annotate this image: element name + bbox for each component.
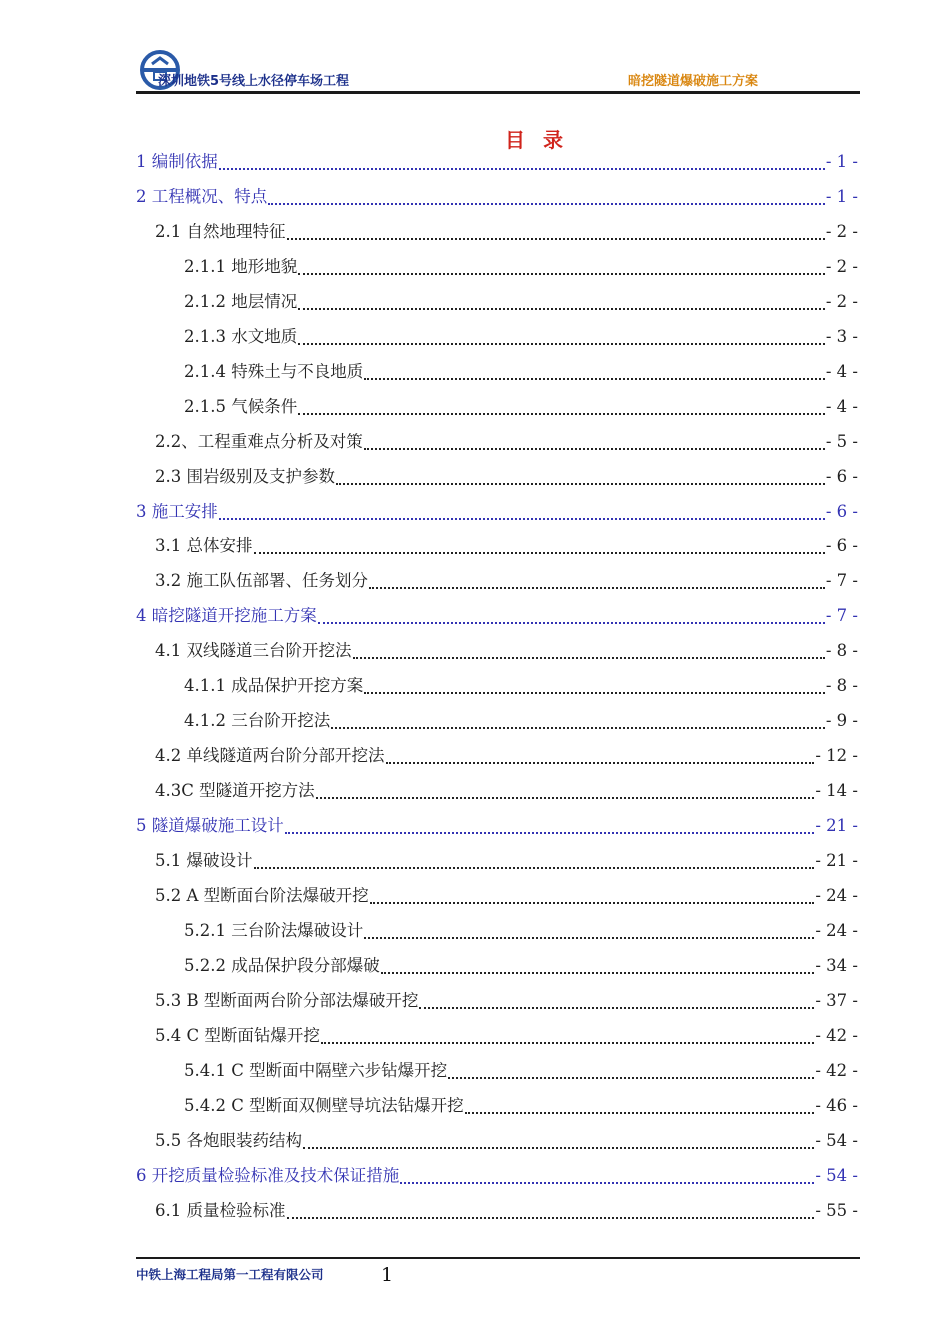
- toc-dot-leader: [386, 762, 815, 764]
- toc-entry[interactable]: [184, 915, 858, 947]
- toc-entry-page: - 54 -: [815, 1165, 858, 1185]
- toc-entry[interactable]: [184, 286, 858, 318]
- toc-dot-leader: [254, 867, 815, 869]
- toc-entry-label: 5.4.1 C 型断面中隔壁六步钻爆开挖: [184, 1060, 448, 1080]
- toc-entry[interactable]: [155, 565, 858, 597]
- toc-entry-label: 4.1.1 成品保护开挖方案: [184, 676, 364, 696]
- toc-entry-label: 5.2.1 三台阶法爆破设计: [184, 920, 364, 940]
- toc-entry-page: - 9 -: [825, 711, 858, 731]
- toc-entry[interactable]: [184, 391, 858, 423]
- toc-entry-label: 2.1.3 水文地质: [184, 326, 298, 346]
- toc-entry[interactable]: [136, 146, 858, 178]
- toc-dot-leader: [298, 343, 825, 345]
- toc-entry-label: 3.2 施工队伍部署、任务划分: [155, 571, 368, 591]
- toc-entry[interactable]: [155, 775, 858, 807]
- toc-entry-page: - 12 -: [815, 746, 858, 766]
- toc-dot-leader: [298, 413, 825, 415]
- toc-entry-label: 3 施工安排: [136, 501, 218, 521]
- toc-dot-leader: [318, 622, 825, 624]
- toc-entry-label: 6 开挖质量检验标准及技术保证措施: [136, 1165, 400, 1185]
- toc-entry-page: - 2 -: [825, 221, 858, 241]
- toc-entry[interactable]: [136, 496, 858, 528]
- toc-entry-page: - 24 -: [815, 885, 858, 905]
- toc-entry-page: - 8 -: [825, 641, 858, 661]
- toc-entry-label: 4.2 单线隧道两台阶分部开挖法: [155, 746, 385, 766]
- toc-dot-leader: [364, 378, 825, 380]
- toc-entry-page: - 7 -: [825, 606, 858, 626]
- toc-dot-leader: [448, 1077, 814, 1079]
- toc-entry-label: 2.2、工程重难点分析及对策: [155, 431, 363, 451]
- toc-dot-leader: [268, 203, 825, 205]
- toc-entry-label: 4.1 双线隧道三台阶开挖法: [155, 641, 352, 661]
- toc-entry-label: 2 工程概况、特点: [136, 186, 268, 206]
- toc-entry-page: - 42 -: [815, 1060, 858, 1080]
- toc-entry-label: 2.1 自然地理特征: [155, 221, 286, 241]
- toc-entry[interactable]: [184, 356, 858, 388]
- toc-entry-label: 6.1 质量检验标准: [155, 1200, 286, 1220]
- toc-dot-leader: [303, 1147, 814, 1149]
- toc-entry-page: - 3 -: [825, 326, 858, 346]
- toc-entry-label: 4 暗挖隧道开挖施工方案: [136, 606, 317, 626]
- toc-dot-leader: [254, 552, 825, 554]
- toc-entry-page: - 54 -: [815, 1130, 858, 1150]
- toc-entry-page: - 1 -: [825, 152, 858, 171]
- header-project-title: 深圳地铁5号线上水径停车场工程: [158, 74, 350, 89]
- toc-entry-page: - 34 -: [815, 955, 858, 975]
- toc-entry-label: 2.1.2 地层情况: [184, 291, 298, 311]
- toc-entry-page: - 4 -: [825, 361, 858, 381]
- toc-entry-page: - 46 -: [815, 1095, 858, 1115]
- toc-entry[interactable]: [136, 1160, 858, 1192]
- toc-entry[interactable]: [184, 705, 858, 737]
- toc-entry-label: 5 隧道爆破施工设计: [136, 816, 284, 836]
- toc-entry-page: - 6 -: [825, 501, 858, 521]
- toc-entry-page: - 24 -: [815, 920, 858, 940]
- toc-dot-leader: [298, 273, 825, 275]
- toc-entry-label: 5.4 C 型断面钻爆开挖: [155, 1025, 320, 1045]
- toc-entry-page: - 37 -: [815, 990, 858, 1010]
- toc-entry[interactable]: [184, 670, 858, 702]
- toc-entry-page: - 2 -: [825, 256, 858, 276]
- toc-entry-label: 1 编制依据: [136, 152, 218, 171]
- toc-dot-leader: [381, 972, 815, 974]
- toc-entry[interactable]: [136, 181, 858, 213]
- toc-dot-leader: [316, 797, 815, 799]
- toc-entry-label: 2.1.1 地形地貌: [184, 256, 298, 276]
- toc-dot-leader: [287, 238, 825, 240]
- page-header: [136, 46, 860, 96]
- toc-entry-page: - 4 -: [825, 396, 858, 416]
- toc-entry[interactable]: [155, 635, 858, 667]
- toc-dot-leader: [336, 483, 825, 485]
- toc-entry-label: 2.1.4 特殊土与不良地质: [184, 361, 364, 381]
- footer-company: 中铁上海工程局第一工程有限公司: [136, 1267, 324, 1282]
- toc-dot-leader: [285, 832, 815, 834]
- toc-dot-leader: [419, 1007, 814, 1009]
- toc-entry-page: - 6 -: [825, 536, 858, 556]
- toc-dot-leader: [465, 1112, 815, 1114]
- toc-entry-page: - 14 -: [815, 781, 858, 801]
- toc-entry-page: - 2 -: [825, 291, 858, 311]
- toc-entry[interactable]: [155, 740, 858, 772]
- toc-heading: 目录: [505, 128, 581, 152]
- toc-dot-leader: [219, 518, 825, 520]
- toc-entry[interactable]: [184, 321, 858, 353]
- toc-entry[interactable]: [155, 1125, 858, 1157]
- toc-entry-page: - 1 -: [825, 186, 858, 206]
- toc-entry-page: - 7 -: [825, 571, 858, 591]
- toc-entry[interactable]: [136, 600, 858, 632]
- toc-entry-label: 5.4.2 C 型断面双侧壁导坑法钻爆开挖: [184, 1095, 464, 1115]
- toc-entry[interactable]: [184, 251, 858, 283]
- toc-dot-leader: [369, 587, 825, 589]
- toc-entry[interactable]: [184, 1055, 858, 1087]
- toc-entry-label: 3.1 总体安排: [155, 536, 253, 556]
- toc-entry-label: 2.3 围岩级别及支护参数: [155, 466, 335, 486]
- toc-entry-page: - 5 -: [825, 431, 858, 451]
- toc-entry[interactable]: [155, 845, 858, 877]
- header-divider: [136, 91, 860, 94]
- toc-entry-page: - 21 -: [815, 851, 858, 870]
- toc-dot-leader: [219, 168, 825, 170]
- toc-entry[interactable]: [155, 216, 858, 248]
- toc-entry-page: - 55 -: [815, 1200, 858, 1220]
- toc-entry[interactable]: [155, 530, 858, 562]
- toc-entry[interactable]: [155, 461, 858, 493]
- toc-entry[interactable]: [136, 810, 858, 842]
- toc-entry-page: - 8 -: [825, 676, 858, 696]
- toc-entry-page: - 42 -: [815, 1025, 858, 1045]
- header-document-title: 暗挖隧道爆破施工方案: [627, 74, 758, 89]
- toc-entry[interactable]: [155, 1020, 858, 1052]
- toc-dot-leader: [400, 1182, 814, 1184]
- toc-dot-leader: [370, 902, 815, 904]
- toc-entry-label: 5.3 B 型断面两台阶分部法爆破开挖: [155, 990, 419, 1010]
- toc-dot-leader: [364, 692, 825, 694]
- toc-dot-leader: [353, 657, 825, 659]
- toc-entry-page: - 21 -: [815, 816, 858, 836]
- toc-entry-label: 5.5 各炮眼装药结构: [155, 1130, 302, 1150]
- toc-entry[interactable]: [155, 426, 858, 458]
- toc-entry[interactable]: [184, 1090, 858, 1122]
- toc-entry-label: 5.2.2 成品保护段分部爆破: [184, 955, 380, 975]
- toc-dot-leader: [298, 308, 825, 310]
- toc-entry[interactable]: [155, 1195, 858, 1227]
- toc-entry-label: 4.3C 型隧道开挖方法: [155, 781, 315, 801]
- toc-dot-leader: [364, 448, 825, 450]
- toc-entry[interactable]: [155, 985, 858, 1017]
- toc-entry-page: - 6 -: [825, 466, 858, 486]
- footer-divider: [136, 1257, 860, 1259]
- toc-entry-label: 5.1 爆破设计: [155, 851, 253, 870]
- toc-dot-leader: [321, 1042, 815, 1044]
- footer-page-number: 1: [381, 1264, 394, 1286]
- toc-entry[interactable]: [184, 950, 858, 982]
- toc-dot-leader: [331, 727, 825, 729]
- toc-entry-label: 5.2 A 型断面台阶法爆破开挖: [155, 885, 369, 905]
- toc-entry[interactable]: [155, 880, 858, 912]
- toc-entry-label: 4.1.2 三台阶开挖法: [184, 711, 331, 731]
- toc-dot-leader: [287, 1217, 815, 1219]
- toc-entry-label: 2.1.5 气候条件: [184, 396, 298, 416]
- toc-dot-leader: [364, 937, 814, 939]
